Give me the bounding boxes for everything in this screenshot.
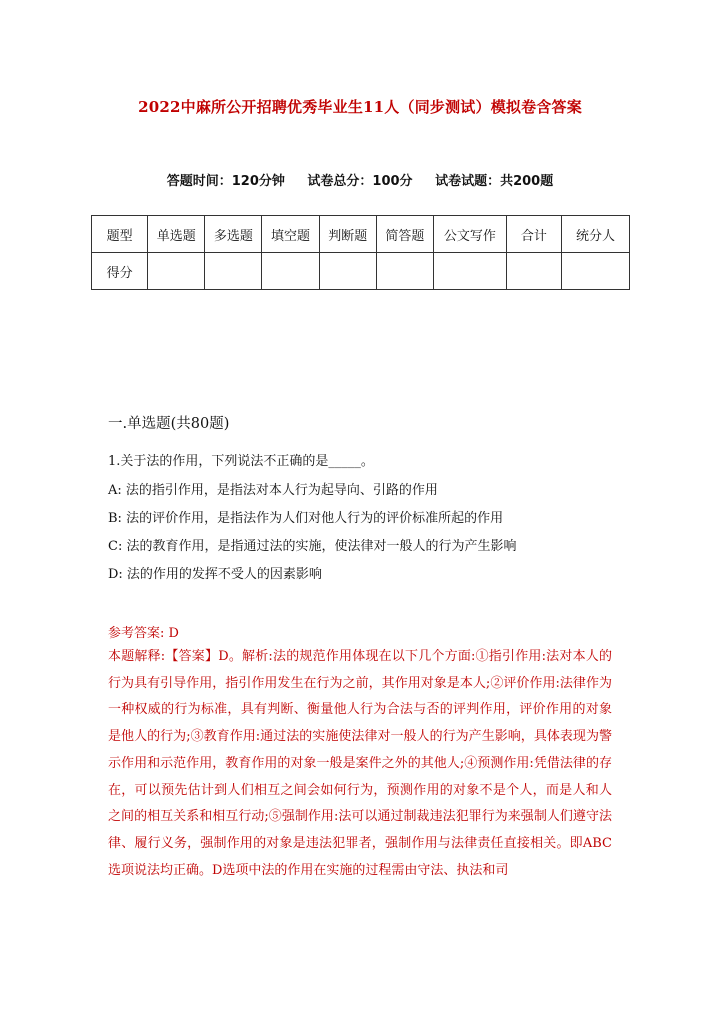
option-b: B: 法的评价作用，是指法作为人们对他人行为的评价标准所起的作用	[108, 511, 504, 526]
header-cell: 单选题	[148, 216, 205, 253]
header-cell: 公文写作	[433, 216, 506, 253]
reference-answer: 参考答案: D	[108, 626, 179, 641]
header-cell: 题型	[92, 216, 148, 253]
answer-explanation: 本题解释:【答案】D。解析:法的规范作用体现在以下几个方面:①指引作用:法对本人的行为具有引导作用，指引作用发生在行为之前，其作用对象是本人;②评价作用:法律作为一种权威的行为标准，具有判断、衡量他人行为合法与否的评判作用，评价作用的对象是他人的行为;③教育作用:通过法的实施使法律对一般人的行为产生影响，具体表现为警示作用和示范作用，教育作用的对象一般是案件之外的其他人;④预测作用:凭借法律的存在，可以预先估计到人们相互之间会如何行为，预测作用的对象不是个人，而是人和人之间的相互关系和相互行动;⑤强制作用:法可以通过制裁违法犯罪行为来强制人们遵守法律、履行义务，强制作用的对象是违法犯罪者，强制作用与法律责任直接相关。即ABC选项说法均正确。D选项中法的作用在实施的过程需由守法、执法和司	[108, 649, 612, 878]
header-cell: 合计	[506, 216, 561, 253]
exam-total-score: 试卷总分：100分	[307, 174, 413, 189]
header-cell: 简答题	[376, 216, 433, 253]
header-cell: 多选题	[205, 216, 262, 253]
question-stem: 1.关于法的作用，下列说法不正确的是_____。	[108, 454, 374, 469]
score-cell	[376, 253, 433, 290]
section-heading: 一.单选题(共80题)	[108, 416, 230, 432]
header-cell: 判断题	[319, 216, 376, 253]
option-d: D: 法的作用的发挥不受人的因素影响	[108, 567, 322, 582]
score-table-header-row	[92, 216, 630, 253]
option-c: C: 法的教育作用，是指通过法的实施，使法律对一般人的行为产生影响	[108, 539, 517, 554]
exam-time: 答题时间：120分钟	[166, 174, 285, 189]
score-table	[91, 215, 630, 290]
row-label-cell: 得分	[92, 253, 148, 290]
score-cell	[319, 253, 376, 290]
score-cell	[262, 253, 319, 290]
score-cell	[506, 253, 561, 290]
page-title: 2022中麻所公开招聘优秀毕业生11人（同步测试）模拟卷含答案	[138, 98, 582, 116]
score-cell	[561, 253, 629, 290]
header-cell: 填空题	[262, 216, 319, 253]
score-cell	[433, 253, 506, 290]
header-cell: 统分人	[561, 216, 629, 253]
exam-meta	[0, 170, 720, 189]
score-cell	[205, 253, 262, 290]
exam-question-count: 试卷试题：共200题	[435, 174, 554, 189]
score-table-score-row	[92, 253, 630, 290]
option-a: A: 法的指引作用，是指法对本人行为起导向、引路的作用	[108, 483, 438, 498]
score-cell	[148, 253, 205, 290]
